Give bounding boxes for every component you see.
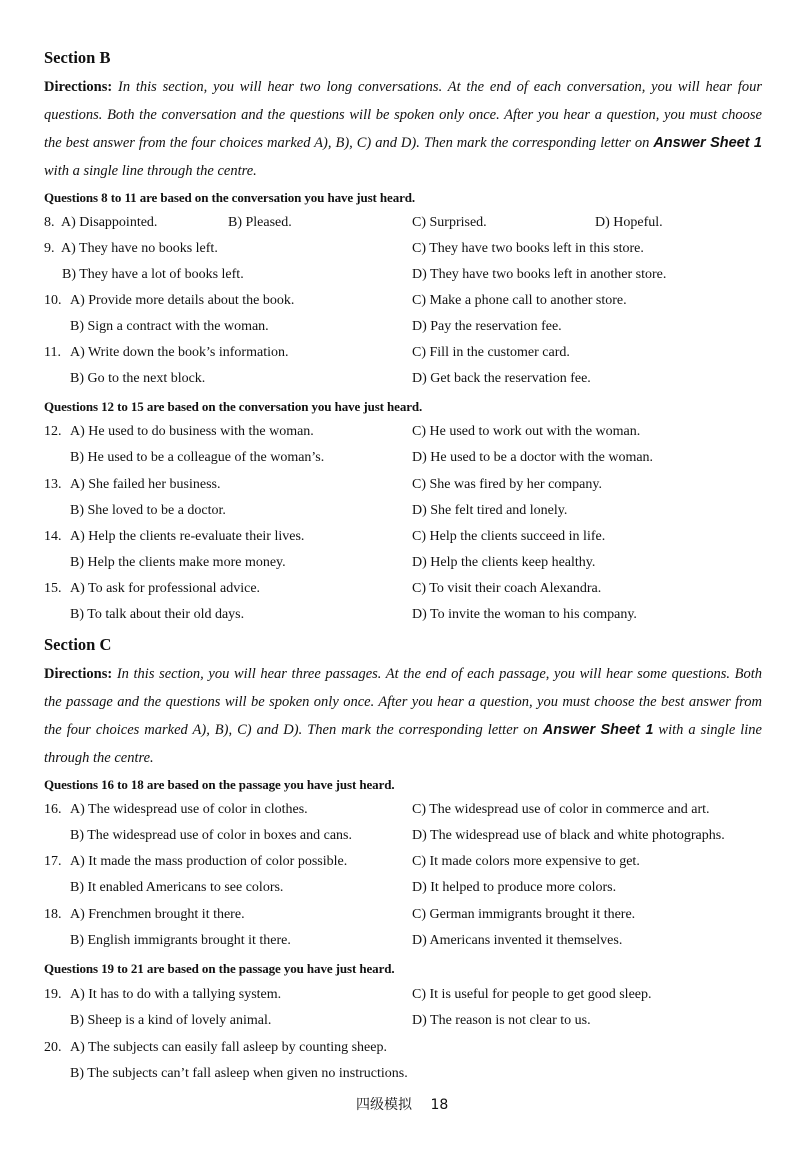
page-number: 18 (430, 1097, 449, 1113)
option-b: B) Help the clients make more money. (70, 555, 286, 570)
option-b: B) It enabled Americans to see colors. (70, 880, 284, 895)
question-group-header: Questions 8 to 11 are based on the conversation you have just heard. (44, 190, 416, 205)
question-10-line2 (44, 319, 764, 341)
question-15 (44, 581, 764, 603)
question-18 (44, 907, 764, 929)
question-group-header: Questions 16 to 18 are based on the passage you have just heard. (44, 777, 395, 792)
question-17-line2 (44, 880, 764, 902)
question-9-line2 (44, 267, 764, 289)
option-d: D) They have two books left in another store. (412, 267, 667, 282)
option-b: B) The widespread use of color in boxes and cans. (70, 828, 352, 843)
option-a: A) She failed her business. (70, 477, 221, 492)
question-group-header: Questions 19 to 21 are based on the passage you have just heard. (44, 961, 395, 976)
answer-sheet-ref: Answer Sheet 1 (653, 135, 762, 151)
option-b: B) English immigrants brought it there. (70, 933, 291, 948)
option-b: B) She loved to be a doctor. (70, 503, 226, 518)
question-14-line2 (44, 555, 764, 577)
option-a: A) It made the mass production of color possible. (70, 854, 348, 869)
question-14 (44, 529, 764, 551)
option-b: B) They have a lot of books left. (62, 267, 244, 282)
question-number: 13. (44, 477, 62, 492)
option-d: D) The reason is not clear to us. (412, 1013, 591, 1028)
section-b-directions (44, 73, 762, 185)
option-c: C) Make a phone call to another store. (412, 293, 627, 308)
section-c-title: Section C (44, 635, 112, 654)
option-b: B) To talk about their old days. (70, 607, 245, 622)
question-10 (44, 293, 764, 315)
question-18-line2 (44, 933, 764, 955)
option-a: A) Provide more details about the book. (70, 293, 295, 308)
directions-text-1: In this section, you will hear three passages. At the end of each passage, you will hear some questions. Both the passage and the questions will be spoken only once. After you hear a question, you must choose the best answer from the four choices marked A), B), C) and D). Then mark the corresponding letter on (44, 666, 762, 738)
option-c: C) It made colors more expensive to get. (412, 854, 640, 869)
option-c: C) She was fired by her company. (412, 477, 602, 492)
option-a: A) The widespread use of color in clothes. (70, 802, 308, 817)
option-d: D) It helped to produce more colors. (412, 880, 617, 895)
option-c: C) Surprised. (412, 215, 487, 230)
question-number: 11. (44, 345, 61, 360)
option-d: D) Hopeful. (595, 215, 663, 230)
option-c: C) He used to work out with the woman. (412, 424, 641, 439)
question-20-line2 (44, 1066, 764, 1088)
option-c: C) It is useful for people to get good sleep. (412, 987, 652, 1002)
page-footer (356, 1094, 448, 1114)
option-d: D) Help the clients keep healthy. (412, 555, 596, 570)
question-number: 10. (44, 293, 62, 308)
directions-text-2: with a single line through the centre. (44, 163, 257, 179)
option-b: B) The subjects can’t fall asleep when given no instructions. (70, 1066, 408, 1081)
option-b: B) Sign a contract with the woman. (70, 319, 269, 334)
option-c: C) Fill in the customer card. (412, 345, 570, 360)
section-c-directions (44, 660, 762, 772)
option-d: D) Pay the reservation fee. (412, 319, 562, 334)
directions-label: Directions: (44, 79, 113, 95)
question-9 (44, 241, 764, 263)
option-c: C) They have two books left in this store. (412, 241, 644, 256)
section-b-title: Section B (44, 48, 111, 67)
option-a: A) Frenchmen brought it there. (70, 907, 245, 922)
option-d: D) The widespread use of black and white photographs. (412, 828, 725, 843)
question-number: 16. (44, 802, 62, 817)
question-13-line2 (44, 503, 764, 525)
question-16 (44, 802, 764, 824)
question-19 (44, 987, 764, 1009)
question-number: 15. (44, 581, 62, 596)
option-c: C) Help the clients succeed in life. (412, 529, 606, 544)
question-number: 18. (44, 907, 62, 922)
option-c: C) German immigrants brought it there. (412, 907, 636, 922)
question-8 (44, 215, 764, 237)
option-a: A) The subjects can easily fall asleep by counting sheep. (70, 1040, 387, 1055)
option-c: C) To visit their coach Alexandra. (412, 581, 602, 596)
option-a: A) It has to do with a tallying system. (70, 987, 282, 1002)
question-12-line2 (44, 450, 764, 472)
answer-sheet-ref: Answer Sheet 1 (542, 722, 654, 738)
footer-label: 四级模拟 (356, 1097, 412, 1113)
option-a: A) To ask for professional advice. (70, 581, 261, 596)
directions-text-2: with a single line through the centre. (44, 722, 762, 766)
question-12 (44, 424, 764, 446)
question-number: 9. (44, 241, 55, 256)
option-a: A) They have no books left. (61, 241, 218, 256)
directions-label: Directions: (44, 666, 113, 682)
question-13 (44, 477, 764, 499)
option-b: B) Pleased. (228, 215, 292, 230)
question-number: 8. (44, 215, 55, 230)
option-c: C) The widespread use of color in commerce and art. (412, 802, 710, 817)
option-d: D) To invite the woman to his company. (412, 607, 637, 622)
option-b: B) Sheep is a kind of lovely animal. (70, 1013, 272, 1028)
question-number: 14. (44, 529, 62, 544)
option-b: B) He used to be a colleague of the woman’s. (70, 450, 325, 465)
option-d: D) She felt tired and lonely. (412, 503, 568, 518)
option-d: D) He used to be a doctor with the woman. (412, 450, 654, 465)
option-a: A) He used to do business with the woman. (70, 424, 314, 439)
question-19-line2 (44, 1013, 764, 1035)
question-15-line2 (44, 607, 764, 629)
option-a: A) Write down the book’s information. (70, 345, 289, 360)
option-d: D) Americans invented it themselves. (412, 933, 623, 948)
question-16-line2 (44, 828, 764, 850)
option-a: A) Help the clients re-evaluate their lives. (70, 529, 305, 544)
question-11 (44, 345, 764, 367)
question-20 (44, 1040, 764, 1062)
directions-text-1: In this section, you will hear two long conversations. At the end of each conversation, you will hear four questions. Both the conversation and the questions will be spoken only once. After you hear a question, you must choose the best answer from the four choices marked A), B), C) and D). Then mark the corresponding letter on (44, 79, 762, 151)
question-11-line2 (44, 371, 764, 393)
option-d: D) Get back the reservation fee. (412, 371, 591, 386)
question-number: 19. (44, 987, 62, 1002)
question-number: 20. (44, 1040, 62, 1055)
question-group-header: Questions 12 to 15 are based on the conversation you have just heard. (44, 399, 423, 414)
option-b: B) Go to the next block. (70, 371, 206, 386)
option-a: A) Disappointed. (61, 215, 158, 230)
question-number: 17. (44, 854, 62, 869)
question-number: 12. (44, 424, 62, 439)
question-17 (44, 854, 764, 876)
